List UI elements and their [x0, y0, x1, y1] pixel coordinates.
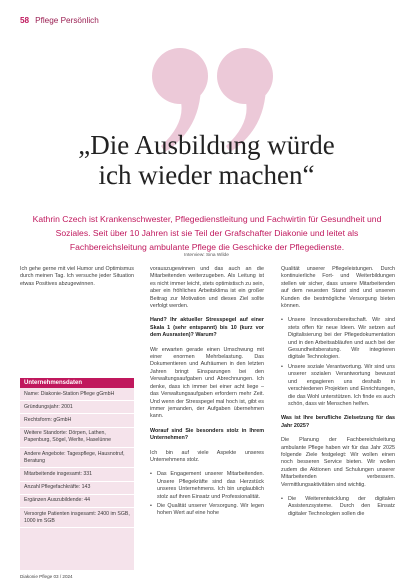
bullet-item: • Unsere Innovationsbereitschaft. Wir sind stets offen für neue Ideen. Wir setzen auf Digitalisierung bei der Pflegedokumentation und in den Arbeitsabläufen und auch bei der Gesundheitsberatung. Wir integrieren digitale Technologien. [281, 317, 395, 361]
facts-box-title: Unternehmensdaten [20, 378, 134, 388]
headline-line-2: ich wieder machen“ [98, 160, 315, 190]
headline [0, 130, 413, 190]
col2-paragraph: vorauszugewinnen und das auch an die Mitarbeitenden weiterzugeben. Als Leitung ist es nicht immer leicht, stets optimistisch zu sein, aber ein fröhliches Arbeitsklima ist ein großer Beitrag zur Motivation und dieses Ziel sollte verfolgt werden. [150, 266, 264, 310]
facts-row: Gründungsjahr: 2001 [20, 401, 134, 414]
bullet-item: • Das Engagement unserer Mitarbeitenden. Unsere Pflegekräfte sind das Herzstück unseres Unternehmens. Ich bin unglaublich stolz auf ihren Einsatz und Professionalität. [150, 471, 264, 501]
page-footer: Diakonie Pflege 03 / 2024 [20, 574, 73, 579]
lead-paragraph: Kathrin Czech ist Krankenschwester, Pflegedienstleitung und Fachwirtin für Gesundheit und Soziales. Seit über 10 Jahren ist sie Teil der Grafschafter Diakonie und leitet als Fachbereichsleitung ambulante Pflege die Geschicke der Pflegedienste. [32, 214, 382, 252]
bullet-list [281, 317, 395, 408]
facts-row: Rechtsform: gGmbH [20, 414, 134, 427]
column-2 [150, 266, 264, 525]
interview-question: Was ist Ihre berufliche Zielsetzung für das Jahr 2025? [281, 415, 395, 429]
facts-row: Name: Diakonie-Station Pflege gGmbH [20, 388, 134, 401]
interview-question: Worauf sind Sie besonders stolz in Ihrem Unternehmen? [150, 427, 264, 442]
bullet-item: • Die Qualität unserer Versorgung. Wir legen hohen Wert auf eine hohe [150, 503, 264, 518]
bullet-item: • Unsere soziale Verantwortung. Wir sind uns unserer sozialen Verantwortung bewusst und engagieren uns deshalb in verschiedenen Projekten und Einrichtungen, die das Wohl unterstützen. Ich finde es auch schön, dass wir Menschen helfen. [281, 364, 395, 408]
col1-paragraph: Ich gehe gerne mit viel Humor und Optimismus durch meinen Tag. Ich versuche jeder Situation etwas Positives abzugewinnen. [20, 266, 134, 287]
company-facts-box [20, 378, 134, 570]
bullet-item: • Die Weiterentwicklung der digitalen Assistenzsysteme. Durch den Einsatz digitaler Technologien sollen die [281, 496, 395, 518]
bullet-list [150, 471, 264, 517]
facts-row: Andere Angebote: Tagespflege, Hausnotruf, Beratung [20, 448, 134, 468]
col2-paragraph: Ich bin auf viele Aspekte unseres Unternehmens stolz. [150, 449, 264, 463]
author-credit: Interview: Sina Wilde [184, 253, 229, 258]
col2-paragraph: Wir erwarten gerade einen Umschwung mit einer enormen Mehrbelastung. Das Dokumentieren und Aufräumen in den letzten Jahren bringt Einsparungen bei den Verwaltungsaufgaben und Abrechnungen. Ich denke, dass ich immer bei einer acht liege – das Verwaltungsaufgaben erfordern mehr Zeit. Und wenn der Stresspegel mal hoch ist, gibt es immer jemanden, der Aufgaben übernehmen kann. [150, 346, 264, 420]
facts-row: Mitarbeitende insgesamt: 331 [20, 468, 134, 481]
column-3 [281, 266, 395, 525]
facts-row: Anzahl Pflegefachkräfte: 143 [20, 482, 134, 495]
facts-row: Ergänzen Auszubildende: 44 [20, 495, 134, 508]
headline-line-1: „Die Ausbildung würde [78, 130, 335, 160]
running-header [20, 16, 99, 25]
facts-row: Weitere Standorte: Dörpen, Lathen, Papenburg, Sögel, Werlte, Haselünne [20, 428, 134, 448]
page-number: 58 [20, 16, 30, 25]
interview-question: Hand? Ihr aktueller Stresspegel auf einer Skala 1 (sehr entspannt) bis 10 (kurz vor dem Ausrasten)? Warum? [150, 317, 264, 339]
column-1 [20, 266, 134, 295]
col3-paragraph: Qualität unserer Pflegeleistungen. Durch kontinuierliche Fort- und Weiterbildungen stellen wir sicher, dass unsere Mitarbeitenden auf dem neuesten Stand sind und unseren Kunden die bestmögliche Versorgung bieten können. [281, 266, 395, 310]
bullet-list [281, 496, 395, 518]
col3-paragraph: Die Planung der Fachbereichsleitung ambulante Pflege haben wir für das Jahr 2025 folgende Ziele festgelegt: Wir wollen einen noch besseren Service bieten. Wir wollen zudem die Aktionen und Schulungen unserer Mitarbeitenden verbessern. Vermittlungsaktivitäten sind wichtig. [281, 437, 395, 488]
facts-row: Versorgte Patienten insgesamt: 2400 im SGB, 1000 im SGB [20, 508, 134, 528]
section-title: Pflege Persönlich [35, 16, 99, 25]
